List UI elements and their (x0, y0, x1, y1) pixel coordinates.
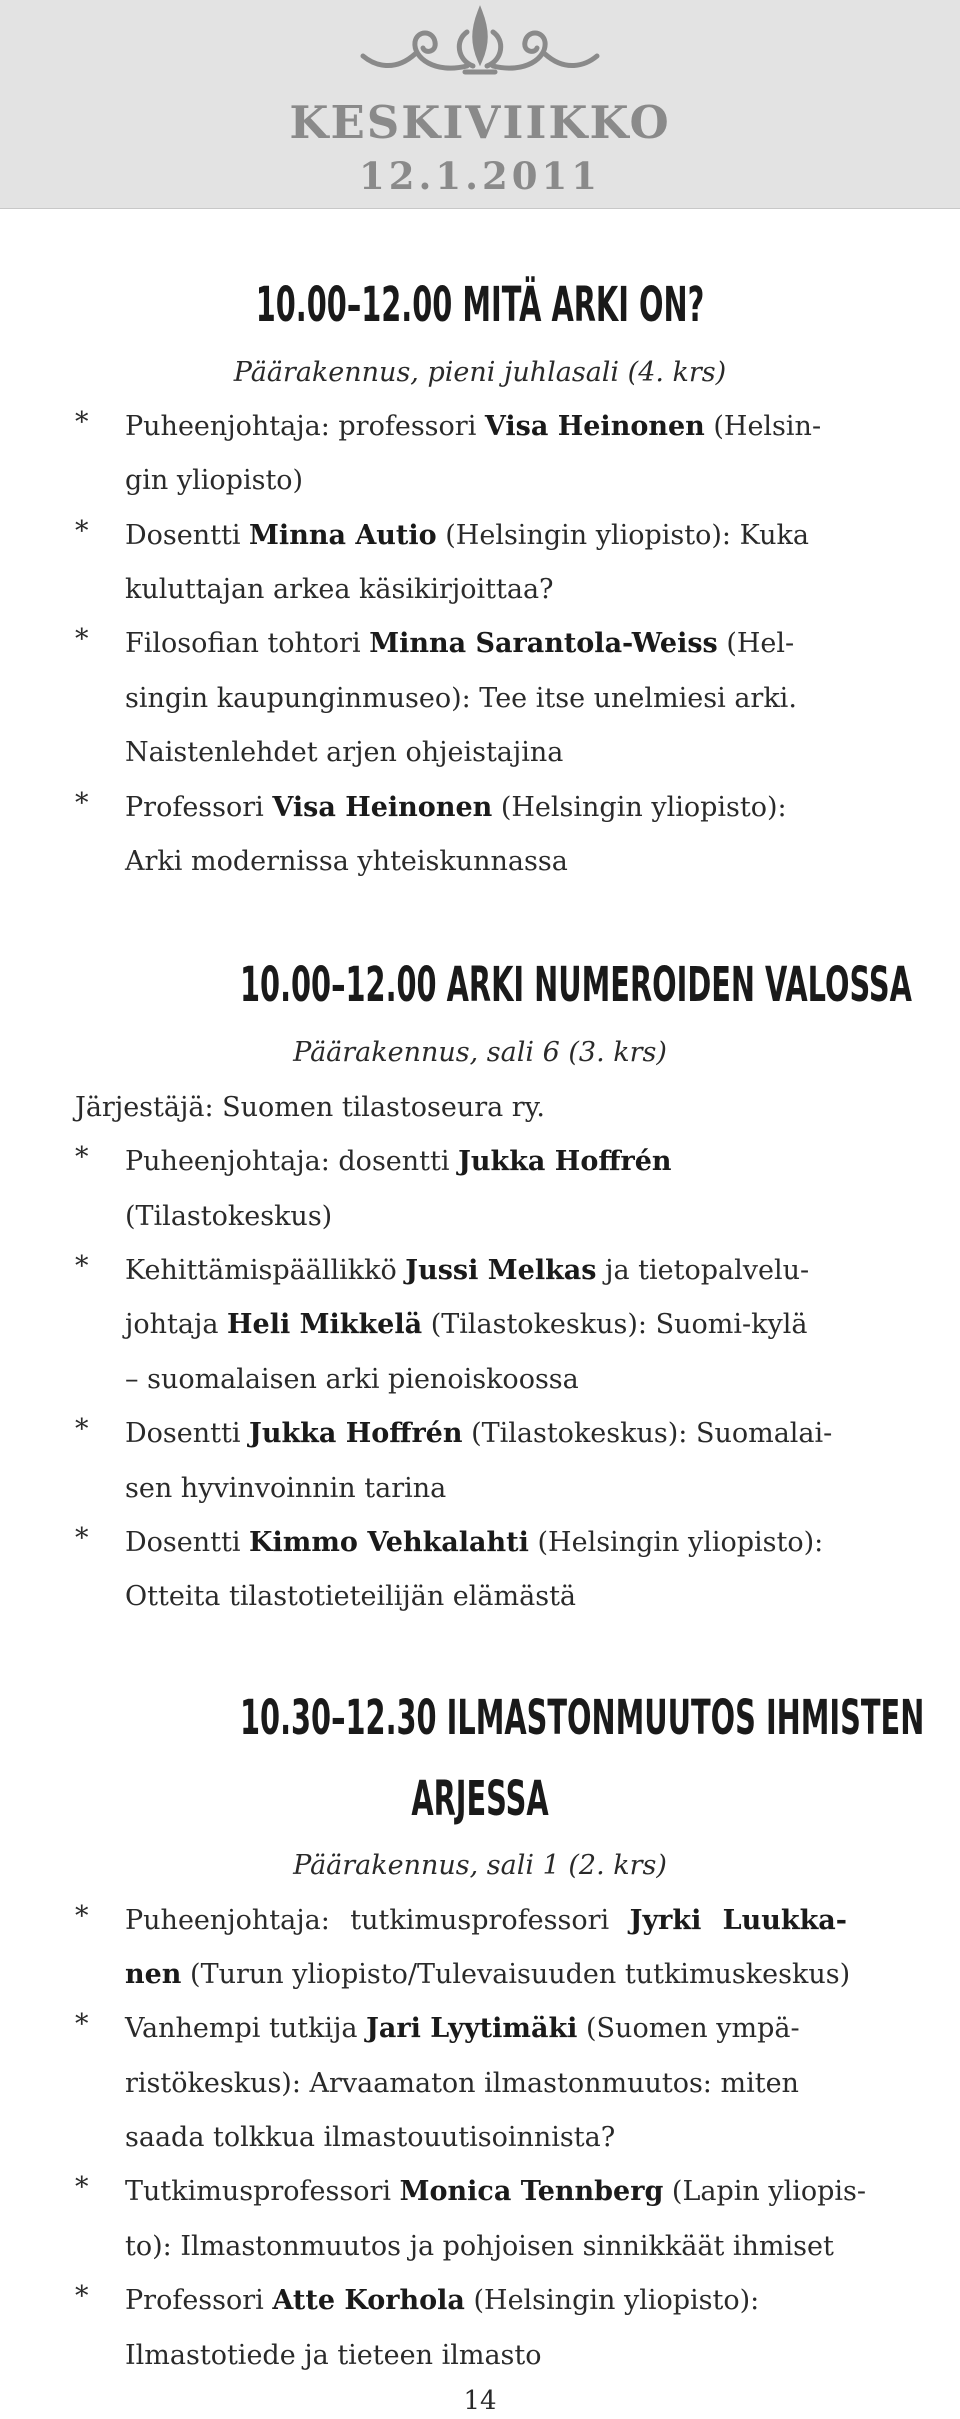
bullet-marker: * (75, 1523, 89, 1554)
day-title: KESKIVIIKKO (289, 96, 671, 149)
agenda-line: Professori Visa Heinonen (Helsingin yliopisto): (125, 792, 787, 823)
session-heading-continued: ARJESSA (411, 1771, 549, 1827)
fleur-ornament-icon (355, 2, 605, 92)
agenda-line: Arki modernissa yhteiskunnassa (125, 846, 568, 877)
date-title: 12.1.2011 (359, 154, 601, 198)
agenda-line: Ilmastotiede ja tieteen ilmasto (125, 2340, 542, 2371)
agenda-line: singin kaupunginmuseo): Tee itse unelmiesi arki. (125, 683, 797, 714)
bullet-marker: * (75, 516, 89, 547)
agenda-line: Puheenjohtaja: dosentti Jukka Hoffrén (125, 1146, 672, 1177)
agenda-line: to): Ilmastonmuutos ja pohjoisen sinnikkäät ihmiset (125, 2231, 834, 2262)
agenda-line: Puheenjohtaja: professori Visa Heinonen (Helsin- (125, 411, 822, 442)
agenda-line: Professori Atte Korhola (Helsingin yliopisto): (125, 2285, 760, 2316)
session-heading: 10.00–12.00 MITÄ ARKI ON? (255, 277, 705, 333)
agenda-line: Tutkimusprofessori Monica Tennberg (Lapin yliopis- (125, 2176, 867, 2207)
bullet-marker: * (75, 407, 89, 438)
agenda-line: Naistenlehdet arjen ohjeistajina (125, 737, 564, 768)
session-venue: Päärakennus, pieni juhlasali (4. krs) (233, 357, 727, 388)
agenda-line: sen hyvinvoinnin tarina (125, 1473, 447, 1504)
agenda-line: saada tolkkua ilmastouutisoinnista? (125, 2122, 616, 2153)
agenda-line: (Tilastokeskus) (125, 1201, 333, 1232)
agenda-line: johtaja Heli Mikkelä (Tilastokeskus): Suomi-kylä (125, 1309, 808, 1340)
agenda-line: Dosentti Jukka Hoffrén (Tilastokeskus): Suomalai- (125, 1418, 833, 1449)
bullet-marker: * (75, 1251, 89, 1282)
agenda-line: Puheenjohtaja: tutkimusprofessori Jyrki Luukka- (125, 1905, 847, 1936)
speaker-name: Jukka Hoffrén (249, 1418, 463, 1449)
agenda-line: kuluttajan arkea käsikirjoittaa? (125, 574, 554, 605)
agenda-line: Filosofian tohtori Minna Sarantola-Weiss (Hel- (125, 628, 795, 659)
speaker-name: Jyrki Luukka- (629, 1905, 847, 1936)
agenda-line: Dosentti Kimmo Vehkalahti (Helsingin yliopisto): (125, 1527, 824, 1558)
bullet-marker: * (75, 1901, 89, 1932)
speaker-name: Atte Korhola (272, 2285, 465, 2316)
speaker-name: Visa Heinonen (272, 792, 493, 823)
speaker-name: Jussi Melkas (405, 1255, 597, 1286)
agenda-line: Otteita tilastotieteilijän elämästä (125, 1581, 577, 1612)
session-venue: Päärakennus, sali 6 (3. krs) (293, 1037, 667, 1068)
bullet-marker: * (75, 624, 89, 655)
agenda-line: – suomalaisen arki pienoiskoossa (125, 1364, 579, 1395)
speaker-name: Heli Mikkelä (227, 1309, 423, 1340)
agenda-line: ristökeskus): Arvaamaton ilmastonmuutos: miten (125, 2068, 799, 2099)
bullet-marker: * (75, 1414, 89, 1445)
bullet-marker: * (75, 788, 89, 819)
bullet-marker: * (75, 2009, 89, 2040)
session-venue: Päärakennus, sali 1 (2. krs) (293, 1850, 667, 1881)
speaker-name: Kimmo Vehkalahti (249, 1527, 529, 1558)
session-heading: 10.30–12.30 ILMASTONMUUTOS IHMISTEN (239, 1690, 925, 1746)
speaker-name: Jari Lyytimäki (366, 2013, 578, 2044)
bullet-marker: * (75, 2172, 89, 2203)
page-number: 14 (463, 2386, 497, 2416)
speaker-name: Minna Autio (249, 520, 437, 551)
agenda-line: Dosentti Minna Autio (Helsingin yliopisto): Kuka (125, 520, 810, 551)
agenda-line: nen (Turun yliopisto/Tulevaisuuden tutkimuskeskus) (125, 1959, 851, 1990)
bullet-marker: * (75, 1142, 89, 1173)
speaker-name: Jukka Hoffrén (458, 1146, 672, 1177)
speaker-name: Visa Heinonen (484, 411, 705, 442)
day-banner (0, 0, 960, 209)
session-heading: 10.00–12.00 ARKI NUMEROIDEN VALOSSA (239, 957, 912, 1013)
agenda-line: gin yliopisto) (125, 465, 304, 496)
speaker-name: nen (125, 1959, 182, 1990)
speaker-name: Monica Tennberg (399, 2176, 664, 2207)
session-organizer: Järjestäjä: Suomen tilastoseura ry. (75, 1092, 545, 1123)
speaker-name: Minna Sarantola-Weiss (369, 628, 718, 659)
bullet-marker: * (75, 2281, 89, 2312)
agenda-line: Kehittämispäällikkö Jussi Melkas ja tietopalvelu- (125, 1255, 810, 1286)
agenda-line: Vanhempi tutkija Jari Lyytimäki (Suomen ympä- (125, 2013, 800, 2044)
